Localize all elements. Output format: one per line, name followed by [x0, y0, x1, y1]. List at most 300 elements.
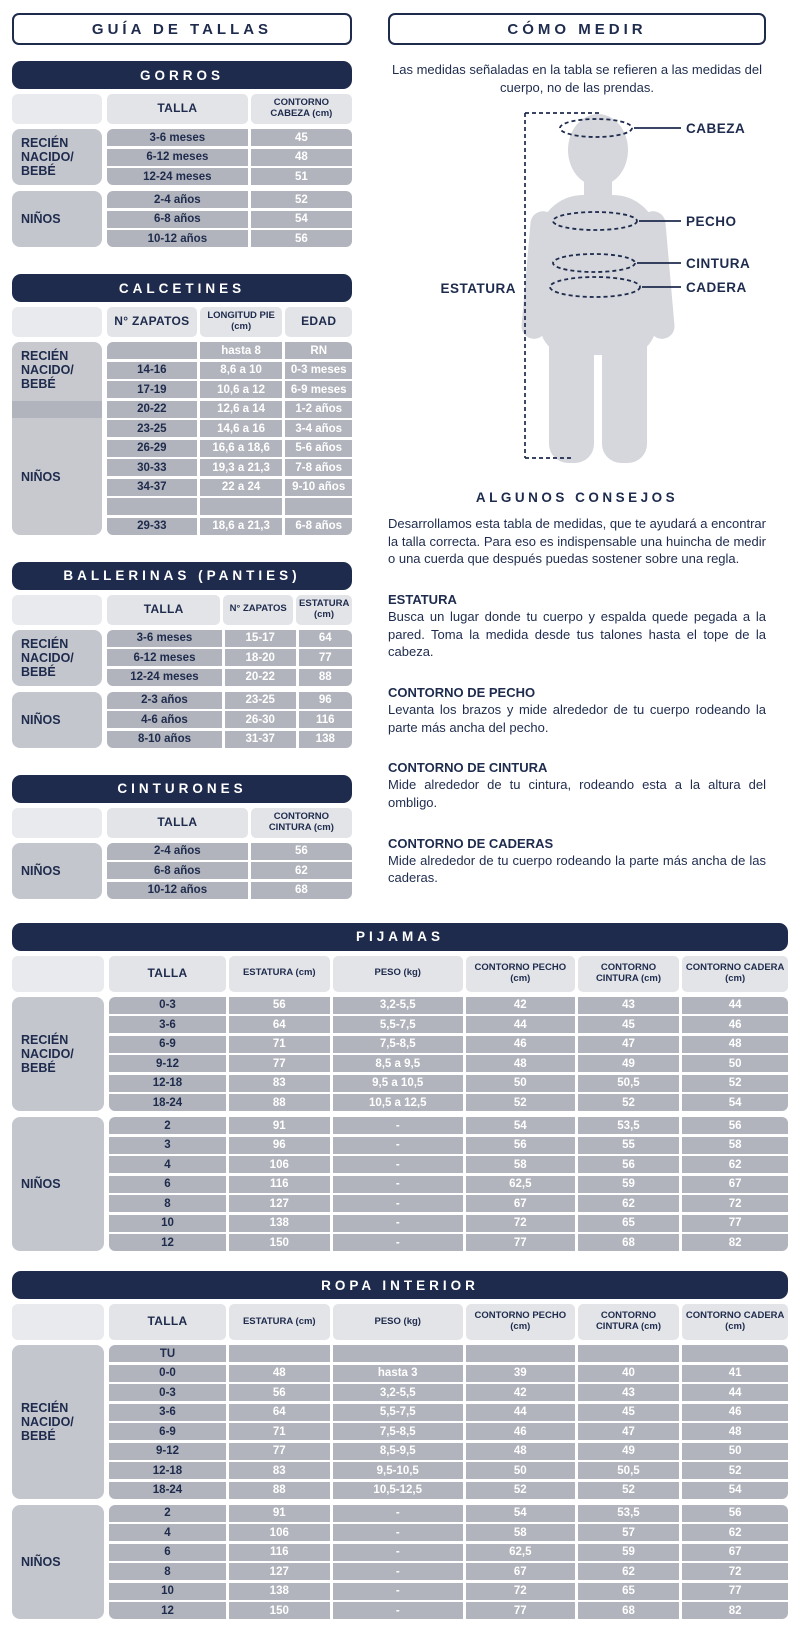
value-cell: 150 — [229, 1234, 330, 1251]
column-header: PESO (kg) — [333, 956, 463, 992]
value-cell: 59 — [578, 1544, 680, 1561]
group-label: RECIÉN NACIDO/ BEBÉ — [12, 129, 102, 185]
value-cell: 68 — [578, 1234, 680, 1251]
pijamas-section — [12, 923, 788, 1252]
table-row — [107, 211, 352, 228]
value-cell: 47 — [578, 1036, 680, 1053]
value-cell: 44 — [682, 1384, 788, 1401]
value-cell: 49 — [578, 1443, 680, 1460]
value-cell: 56 — [682, 1505, 788, 1522]
group-label: RECIÉN NACIDO/ BEBÉ — [12, 997, 104, 1112]
ballerinas-group-bebe — [12, 630, 352, 686]
value-cell: 52 — [682, 1075, 788, 1092]
table-row — [107, 843, 352, 860]
value-cell: 50 — [466, 1075, 575, 1092]
value-cell: 31-37 — [225, 731, 296, 748]
value-cell: 62 — [578, 1195, 680, 1212]
talla-cell: 3-6 — [109, 1016, 226, 1033]
value-cell: 138 — [229, 1583, 330, 1600]
value-cell: 138 — [229, 1215, 330, 1232]
overlap-band — [12, 401, 102, 418]
value-cell: - — [333, 1234, 463, 1251]
tip-heading: CONTORNO DE CINTURA — [388, 760, 548, 776]
group-label: NIÑOS — [12, 692, 102, 748]
measuring-tip — [388, 836, 766, 887]
value-cell: 68 — [251, 882, 352, 899]
table-row — [109, 1602, 788, 1619]
value-cell: 50,5 — [578, 1462, 680, 1479]
talla-cell: 0-0 — [109, 1365, 226, 1382]
talla-cell: 9-12 — [109, 1443, 226, 1460]
value-cell: 48 — [251, 149, 352, 166]
como-medir-column — [388, 13, 766, 899]
group-label: NIÑOS — [21, 470, 61, 485]
value-cell: 62,5 — [466, 1544, 575, 1561]
value-cell: 48 — [229, 1365, 330, 1382]
table-row — [109, 1365, 788, 1382]
pijamas-title-bar: PIJAMAS — [12, 923, 788, 951]
cabeza-label: CABEZA — [686, 120, 746, 136]
ballerinas-header-row — [12, 595, 352, 625]
column-header: TALLA — [109, 956, 226, 992]
value-cell: 44 — [466, 1016, 575, 1033]
value-cell: - — [333, 1563, 463, 1580]
ropa-interior-header-row — [12, 1304, 788, 1340]
table-row — [107, 342, 352, 359]
table-row — [109, 1345, 788, 1362]
value-cell: 46 — [466, 1423, 575, 1440]
talla-cell: 3-6 meses — [107, 630, 222, 647]
ballerinas-section — [12, 562, 352, 748]
talla-cell: 12 — [109, 1602, 226, 1619]
value-cell: 68 — [578, 1602, 680, 1619]
value-cell: 45 — [578, 1016, 680, 1033]
corner-spacer — [12, 1304, 104, 1340]
talla-cell: 8 — [109, 1563, 226, 1580]
value-cell: 52 — [251, 191, 352, 208]
value-cell: 88 — [299, 669, 352, 686]
table-row — [107, 149, 352, 166]
table-row — [107, 129, 352, 146]
group-label: NIÑOS — [12, 1117, 104, 1251]
talla-cell: 6 — [109, 1544, 226, 1561]
talla-cell: 0-3 — [109, 1384, 226, 1401]
value-cell: 43 — [578, 1384, 680, 1401]
value-cell: 44 — [682, 997, 788, 1014]
value-cell — [285, 498, 352, 515]
value-cell: 46 — [466, 1036, 575, 1053]
value-cell: - — [333, 1117, 463, 1134]
value-cell: 23-25 — [225, 692, 296, 709]
group-label: RECIÉN NACIDO/ BEBÉ — [21, 349, 74, 391]
column-header: ESTATURA (cm) — [296, 595, 352, 625]
value-cell: 52 — [682, 1462, 788, 1479]
calcetines-section — [12, 274, 352, 535]
value-cell: 71 — [229, 1036, 330, 1053]
gorros-group-bebe — [12, 129, 352, 185]
value-cell: 67 — [466, 1563, 575, 1580]
value-cell: 56 — [251, 230, 352, 247]
value-cell: 58 — [466, 1156, 575, 1173]
value-cell: 20-22 — [225, 669, 296, 686]
value-cell: 72 — [466, 1583, 575, 1600]
value-cell: 77 — [229, 1055, 330, 1072]
calcetines-body — [12, 342, 352, 535]
value-cell: - — [333, 1602, 463, 1619]
tip-text: Busca un lugar donde tu cuerpo y espalda quede pegada a la pared. Toma la medida desde tus talones hasta el tope de la cabeza. — [388, 608, 766, 660]
table-row — [109, 1563, 788, 1580]
talla-cell: 10-12 años — [107, 882, 248, 899]
value-cell: 47 — [578, 1423, 680, 1440]
talla-cell: 10 — [109, 1215, 226, 1232]
column-header: N° ZAPATOS — [107, 307, 197, 337]
value-cell: 3-4 años — [285, 420, 352, 437]
value-cell: 52 — [578, 1482, 680, 1499]
value-cell: 46 — [682, 1016, 788, 1033]
column-header: CONTORNO PECHO (cm) — [466, 1304, 575, 1340]
value-cell: 41 — [682, 1365, 788, 1382]
value-cell: 82 — [682, 1602, 788, 1619]
table-row — [109, 1195, 788, 1212]
value-cell: 56 — [229, 1384, 330, 1401]
value-cell: 3,2-5,5 — [333, 1384, 463, 1401]
talla-cell: 18-24 — [109, 1094, 226, 1111]
tip-text: Mide alrededor de tu cuerpo rodeando la parte más ancha de las caderas. — [388, 852, 766, 886]
value-cell: 127 — [229, 1195, 330, 1212]
talla-cell: 12 — [109, 1234, 226, 1251]
value-cell: 138 — [299, 731, 352, 748]
value-cell: 54 — [466, 1117, 575, 1134]
measuring-tip — [388, 760, 766, 811]
table-row — [109, 1156, 788, 1173]
table-row — [109, 1036, 788, 1053]
value-cell: 56 — [682, 1117, 788, 1134]
column-header: CONTORNO CADERA (cm) — [682, 956, 788, 992]
value-cell: - — [333, 1505, 463, 1522]
value-cell: 72 — [466, 1215, 575, 1232]
page-title-como-medir: CÓMO MEDIR — [388, 13, 766, 45]
table-row — [107, 230, 352, 247]
talla-cell — [107, 498, 197, 515]
table-row — [107, 362, 352, 379]
value-cell: 48 — [466, 1443, 575, 1460]
tip-text: Mide alrededor de tu cintura, rodeando esta a la altura del ombligo. — [388, 777, 766, 810]
gorros-title-bar: GORROS — [12, 61, 352, 89]
value-cell: 18-20 — [225, 649, 296, 666]
talla-cell: 3-6 — [109, 1404, 226, 1421]
value-cell: 16,6 a 18,6 — [200, 440, 283, 457]
value-cell: 71 — [229, 1423, 330, 1440]
value-cell: 6-9 meses — [285, 381, 352, 398]
table-row — [109, 1423, 788, 1440]
column-header: N° ZAPATOS — [223, 595, 293, 625]
talla-cell: 2-3 años — [107, 692, 222, 709]
value-cell: 91 — [229, 1505, 330, 1522]
value-cell: 77 — [682, 1583, 788, 1600]
value-cell: 106 — [229, 1156, 330, 1173]
value-cell: 62 — [578, 1563, 680, 1580]
calcetines-title-bar: CALCETINES — [12, 274, 352, 302]
table-row — [109, 1482, 788, 1499]
table-row — [107, 479, 352, 496]
talla-cell: 8 — [109, 1195, 226, 1212]
value-cell: 56 — [229, 997, 330, 1014]
table-row — [109, 1215, 788, 1232]
value-cell: - — [333, 1215, 463, 1232]
talla-cell: 2-4 años — [107, 843, 248, 860]
value-cell: 83 — [229, 1075, 330, 1092]
value-cell: 58 — [466, 1524, 575, 1541]
table-row — [107, 692, 352, 709]
column-header: TALLA — [107, 808, 248, 838]
value-cell: 65 — [578, 1583, 680, 1600]
talla-cell: 30-33 — [107, 459, 197, 476]
ropa-group-bebe — [12, 1345, 788, 1499]
talla-cell: 4-6 años — [107, 711, 222, 728]
talla-cell: 4 — [109, 1524, 226, 1541]
value-cell: 46 — [682, 1404, 788, 1421]
value-cell: 9,5-10,5 — [333, 1462, 463, 1479]
value-cell: 26-30 — [225, 711, 296, 728]
gorros-header-row — [12, 94, 352, 124]
value-cell: 62 — [682, 1524, 788, 1541]
value-cell: - — [333, 1156, 463, 1173]
column-header: TALLA — [107, 94, 248, 124]
child-silhouette — [520, 114, 675, 463]
value-cell: 52 — [466, 1094, 575, 1111]
table-row — [109, 1176, 788, 1193]
value-cell: 54 — [251, 211, 352, 228]
ropa-interior-section — [12, 1271, 788, 1619]
value-cell: - — [333, 1544, 463, 1561]
talla-cell: 17-19 — [107, 381, 197, 398]
pijamas-header-row — [12, 956, 788, 992]
value-cell — [333, 1345, 463, 1362]
table-row — [107, 459, 352, 476]
talla-cell: 0-3 — [109, 997, 226, 1014]
calcetines-header-row — [12, 307, 352, 337]
talla-cell: 29-33 — [107, 518, 197, 535]
talla-cell: 6-8 años — [107, 862, 248, 879]
column-header: ESTATURA (cm) — [229, 956, 330, 992]
measuring-tip — [388, 592, 766, 661]
body-measurement-diagram — [388, 103, 766, 473]
value-cell: 62,5 — [466, 1176, 575, 1193]
table-row — [107, 518, 352, 535]
table-row — [109, 1505, 788, 1522]
talla-cell: 9-12 — [109, 1055, 226, 1072]
table-row — [109, 1404, 788, 1421]
value-cell: 19,3 a 21,3 — [200, 459, 283, 476]
cintura-label: CINTURA — [686, 255, 751, 271]
table-row — [107, 882, 352, 899]
value-cell: 14,6 a 16 — [200, 420, 283, 437]
value-cell: 5,5-7,5 — [333, 1404, 463, 1421]
value-cell: 22 a 24 — [200, 479, 283, 496]
value-cell: 50 — [682, 1443, 788, 1460]
value-cell: 62 — [251, 862, 352, 879]
corner-spacer — [12, 94, 102, 124]
talla-cell: 10-12 años — [107, 230, 248, 247]
value-cell: 64 — [299, 630, 352, 647]
value-cell: 7,5-8,5 — [333, 1036, 463, 1053]
column-header: LONGITUD PIE (cm) — [200, 307, 283, 337]
table-row — [107, 498, 352, 515]
talla-cell — [107, 342, 197, 359]
talla-cell: 2 — [109, 1117, 226, 1134]
table-row — [107, 862, 352, 879]
value-cell: 48 — [682, 1036, 788, 1053]
talla-cell: 6-8 años — [107, 211, 248, 228]
value-cell: - — [333, 1137, 463, 1154]
value-cell: RN — [285, 342, 352, 359]
table-row — [107, 440, 352, 457]
talla-cell: 12-18 — [109, 1075, 226, 1092]
value-cell: 44 — [466, 1404, 575, 1421]
table-row — [109, 1055, 788, 1072]
value-cell: 77 — [229, 1443, 330, 1460]
value-cell: 5,5-7,5 — [333, 1016, 463, 1033]
value-cell: 88 — [229, 1482, 330, 1499]
pijamas-group-bebe — [12, 997, 788, 1112]
talla-cell: 12-24 meses — [107, 168, 248, 185]
corner-spacer — [12, 808, 102, 838]
value-cell: 52 — [466, 1482, 575, 1499]
value-cell: 18,6 a 21,3 — [200, 518, 283, 535]
talla-cell: 12-24 meses — [107, 669, 222, 686]
group-label-merged — [12, 342, 102, 535]
table-row — [109, 997, 788, 1014]
talla-cell: 23-25 — [107, 420, 197, 437]
talla-cell: 18-24 — [109, 1482, 226, 1499]
talla-cell: 34-37 — [107, 479, 197, 496]
value-cell: - — [333, 1583, 463, 1600]
value-cell — [229, 1345, 330, 1362]
table-row — [109, 1524, 788, 1541]
talla-cell: 2-4 años — [107, 191, 248, 208]
value-cell: 53,5 — [578, 1505, 680, 1522]
value-cell: 9-10 años — [285, 479, 352, 496]
table-row — [107, 420, 352, 437]
value-cell: 45 — [251, 129, 352, 146]
talla-cell: 14-16 — [107, 362, 197, 379]
value-cell: 7,5-8,5 — [333, 1423, 463, 1440]
value-cell: 8,5-9,5 — [333, 1443, 463, 1460]
corner-spacer — [12, 956, 104, 992]
pecho-label: PECHO — [686, 213, 737, 229]
table-row — [109, 1117, 788, 1134]
value-cell: 88 — [229, 1094, 330, 1111]
value-cell: 5-6 años — [285, 440, 352, 457]
value-cell: 7-8 años — [285, 459, 352, 476]
group-label: NIÑOS — [12, 191, 102, 247]
cadera-label: CADERA — [686, 279, 747, 295]
value-cell: 50 — [682, 1055, 788, 1072]
talla-cell: 12-18 — [109, 1462, 226, 1479]
estatura-label: ESTATURA — [440, 280, 516, 296]
table-row — [107, 381, 352, 398]
value-cell: 57 — [578, 1524, 680, 1541]
table-row — [109, 1137, 788, 1154]
value-cell: 9,5 a 10,5 — [333, 1075, 463, 1092]
value-cell: hasta 8 — [200, 342, 283, 359]
measuring-note: Las medidas señaladas en la tabla se refieren a las medidas del cuerpo, no de las prendas. — [392, 62, 763, 95]
value-cell — [466, 1345, 575, 1362]
value-cell: 77 — [299, 649, 352, 666]
value-cell: 53,5 — [578, 1117, 680, 1134]
table-row — [107, 401, 352, 418]
cinturones-header-row — [12, 808, 352, 838]
value-cell: 96 — [229, 1137, 330, 1154]
value-cell: 42 — [466, 1384, 575, 1401]
corner-spacer — [12, 307, 102, 337]
gorros-section — [12, 61, 352, 247]
group-label: NIÑOS — [12, 1505, 104, 1620]
talla-cell: 3 — [109, 1137, 226, 1154]
value-cell: 3,2-5,5 — [333, 997, 463, 1014]
talla-cell: 6-12 meses — [107, 149, 248, 166]
value-cell: 58 — [682, 1137, 788, 1154]
value-cell: 40 — [578, 1365, 680, 1382]
talla-cell: 10 — [109, 1583, 226, 1600]
talla-cell: 6-12 meses — [107, 649, 222, 666]
value-cell: 56 — [578, 1156, 680, 1173]
value-cell: 0-3 meses — [285, 362, 352, 379]
ropa-group-ninos — [12, 1505, 788, 1620]
value-cell: 56 — [251, 843, 352, 860]
talla-cell: 6 — [109, 1176, 226, 1193]
value-cell: - — [333, 1176, 463, 1193]
value-cell: 12,6 a 14 — [200, 401, 283, 418]
tip-heading: ESTATURA — [388, 591, 457, 607]
talla-cell: 4 — [109, 1156, 226, 1173]
value-cell: 43 — [578, 997, 680, 1014]
value-cell: 49 — [578, 1055, 680, 1072]
table-row — [109, 1075, 788, 1092]
gorros-group-ninos — [12, 191, 352, 247]
value-cell: 45 — [578, 1404, 680, 1421]
measuring-tips — [388, 592, 766, 887]
table-row — [107, 711, 352, 728]
value-cell: 59 — [578, 1176, 680, 1193]
value-cell: 54 — [682, 1482, 788, 1499]
value-cell: 56 — [466, 1137, 575, 1154]
value-cell: 77 — [682, 1215, 788, 1232]
ballerinas-title-bar: BALLERINAS (PANTIES) — [12, 562, 352, 590]
value-cell: 55 — [578, 1137, 680, 1154]
value-cell: 50,5 — [578, 1075, 680, 1092]
value-cell — [682, 1345, 788, 1362]
table-row — [107, 649, 352, 666]
value-cell: 62 — [682, 1156, 788, 1173]
value-cell: 67 — [466, 1195, 575, 1212]
page-title-guia-de-tallas: GUÍA DE TALLAS — [12, 13, 352, 45]
table-row — [109, 1583, 788, 1600]
talla-cell: 8-10 años — [107, 731, 222, 748]
value-cell: - — [333, 1524, 463, 1541]
talla-cell: 6-9 — [109, 1036, 226, 1053]
table-row — [109, 1462, 788, 1479]
cinturones-group-ninos — [12, 843, 352, 899]
value-cell: 67 — [682, 1544, 788, 1561]
value-cell: 106 — [229, 1524, 330, 1541]
value-cell: 64 — [229, 1016, 330, 1033]
ballerinas-group-ninos — [12, 692, 352, 748]
value-cell: 72 — [682, 1195, 788, 1212]
value-cell: 10,6 a 12 — [200, 381, 283, 398]
table-row — [109, 1234, 788, 1251]
value-cell: 127 — [229, 1563, 330, 1580]
